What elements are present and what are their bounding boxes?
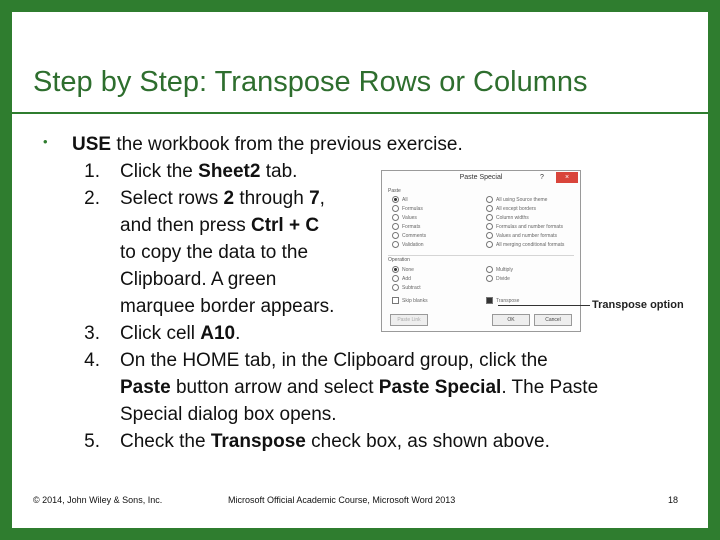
step-number: 1. <box>84 161 100 182</box>
step-line <box>120 404 337 426</box>
paste-option-label: Values <box>402 215 417 221</box>
ok-button[interactable]: OK <box>492 314 530 326</box>
radio-icon <box>392 284 399 291</box>
paste-option-label: All using Source theme <box>496 197 548 203</box>
operation-option-label: Subtract <box>402 285 421 291</box>
paste-option[interactable] <box>486 205 536 213</box>
radio-icon <box>486 241 493 248</box>
paste-option-label: Column widths <box>496 215 529 221</box>
step-bold-text: A10 <box>200 323 236 344</box>
paste-option[interactable] <box>486 223 563 231</box>
radio-icon <box>486 275 493 282</box>
step-text: to copy the data to the <box>120 242 309 263</box>
radio-icon <box>486 214 493 221</box>
paste-option[interactable] <box>392 196 408 204</box>
skip-blanks-checkbox[interactable] <box>392 297 428 305</box>
radio-icon <box>486 232 493 239</box>
operation-option-label: Multiply <box>496 267 513 273</box>
radio-icon <box>392 205 399 212</box>
operation-option[interactable] <box>486 266 513 274</box>
paste-option-label: Values and number formats <box>496 233 558 239</box>
step-bold-text: Paste <box>120 377 171 398</box>
paste-option-label: Comments <box>402 233 427 239</box>
step-text: On the HOME tab, in the Clipboard group, click the <box>120 350 548 371</box>
step-line <box>120 377 598 399</box>
step-line <box>120 161 297 183</box>
step-text: Click the <box>120 161 199 182</box>
cancel-button[interactable]: Cancel <box>534 314 572 326</box>
paste-option[interactable] <box>392 223 420 231</box>
paste-group-label: Paste <box>388 188 401 194</box>
step-text: Select rows <box>120 188 224 209</box>
step-number: 3. <box>84 323 100 344</box>
paste-option-label: Formulas <box>402 206 423 212</box>
operation-group-label: Operation <box>388 257 410 263</box>
bullet-bold: USE <box>72 134 112 155</box>
step-text: check box, as shown above. <box>305 431 550 452</box>
step-text: Special dialog box opens. <box>120 404 337 425</box>
paste-option[interactable] <box>392 205 423 213</box>
bullet-text: the workbook from the previous exercise. <box>111 134 463 155</box>
step-text: Check the <box>120 431 211 452</box>
operation-option[interactable] <box>392 284 421 292</box>
step-line <box>120 350 548 372</box>
step-bold-text: Paste Special <box>378 377 502 398</box>
step-line <box>120 215 319 237</box>
title-rule <box>12 112 708 114</box>
step-text: Clipboard. A green <box>120 269 277 290</box>
step-text: and then press <box>120 215 251 236</box>
step-text: , <box>319 188 325 209</box>
step-text: tab. <box>260 161 298 182</box>
transpose-callout: Transpose option <box>592 299 684 311</box>
radio-icon <box>486 196 493 203</box>
step-bold-text: Transpose <box>210 431 306 452</box>
dialog-title: Paste Special <box>459 174 503 181</box>
paste-option-label: All except borders <box>496 206 537 212</box>
transpose-label: Transpose <box>496 298 520 304</box>
bullet-intro <box>72 134 463 156</box>
paste-option[interactable] <box>392 232 426 240</box>
step-number: 4. <box>84 350 100 371</box>
paste-option[interactable] <box>486 241 564 249</box>
radio-icon <box>392 232 399 239</box>
dialog-close-button[interactable]: × <box>556 172 578 183</box>
bullet-icon: • <box>43 134 48 149</box>
radio-icon <box>392 275 399 282</box>
step-line <box>120 323 240 345</box>
step-number: 5. <box>84 431 100 452</box>
step-number: 2. <box>84 188 100 209</box>
callout-line <box>498 305 590 306</box>
step-bold-text: Ctrl + C <box>250 215 320 236</box>
operation-option-label: Add <box>402 276 411 282</box>
dialog-separator <box>388 255 574 256</box>
paste-special-dialog <box>381 170 581 332</box>
radio-icon <box>392 241 399 248</box>
step-bold-text: 7 <box>309 188 320 209</box>
radio-icon <box>392 266 399 273</box>
paste-option-label: Validation <box>402 242 424 248</box>
step-line <box>120 296 334 318</box>
step-line <box>120 242 308 264</box>
operation-option[interactable] <box>392 275 411 283</box>
footer-copyright: © 2014, John Wiley & Sons, Inc. <box>33 495 163 505</box>
step-text: . <box>235 323 241 344</box>
paste-link-button[interactable]: Paste Link <box>390 314 428 326</box>
step-line <box>120 188 325 210</box>
operation-option[interactable] <box>392 266 414 274</box>
operation-option[interactable] <box>486 275 510 283</box>
step-text: Click cell <box>120 323 201 344</box>
paste-option-label: All merging conditional formats <box>496 242 565 248</box>
skip-blanks-label: Skip blanks <box>402 298 428 304</box>
step-text: button arrow and select <box>170 377 379 398</box>
transpose-checkbox[interactable] <box>486 297 519 305</box>
operation-option-label: None <box>402 267 414 273</box>
radio-icon <box>392 223 399 230</box>
paste-option-label: Formulas and number formats <box>496 224 563 230</box>
radio-icon <box>486 223 493 230</box>
step-bold-text: Sheet2 <box>198 161 261 182</box>
footer-page-number: 18 <box>668 495 679 505</box>
radio-icon <box>392 214 399 221</box>
step-text: through <box>234 188 310 209</box>
dialog-help-button[interactable]: ? <box>540 174 544 181</box>
radio-icon <box>392 196 399 203</box>
paste-option-label: Formats <box>402 224 421 230</box>
radio-icon <box>486 205 493 212</box>
paste-option[interactable] <box>392 214 417 222</box>
paste-option[interactable] <box>392 241 424 249</box>
operation-option-label: Divide <box>496 276 510 282</box>
footer-course: Microsoft Official Academic Course, Microsoft Word 2013 <box>228 495 456 505</box>
paste-option[interactable] <box>486 232 557 240</box>
radio-icon <box>486 266 493 273</box>
step-bold-text: 2 <box>223 188 235 209</box>
step-line <box>120 431 550 453</box>
paste-option[interactable] <box>486 214 529 222</box>
step-text: . The Paste <box>501 377 599 398</box>
step-text: marquee border appears. <box>120 296 335 317</box>
slide-title: Step by Step: Transpose Rows or Columns <box>33 66 588 98</box>
step-line <box>120 269 276 291</box>
paste-option[interactable] <box>486 196 547 204</box>
paste-option-label: All <box>402 197 408 203</box>
